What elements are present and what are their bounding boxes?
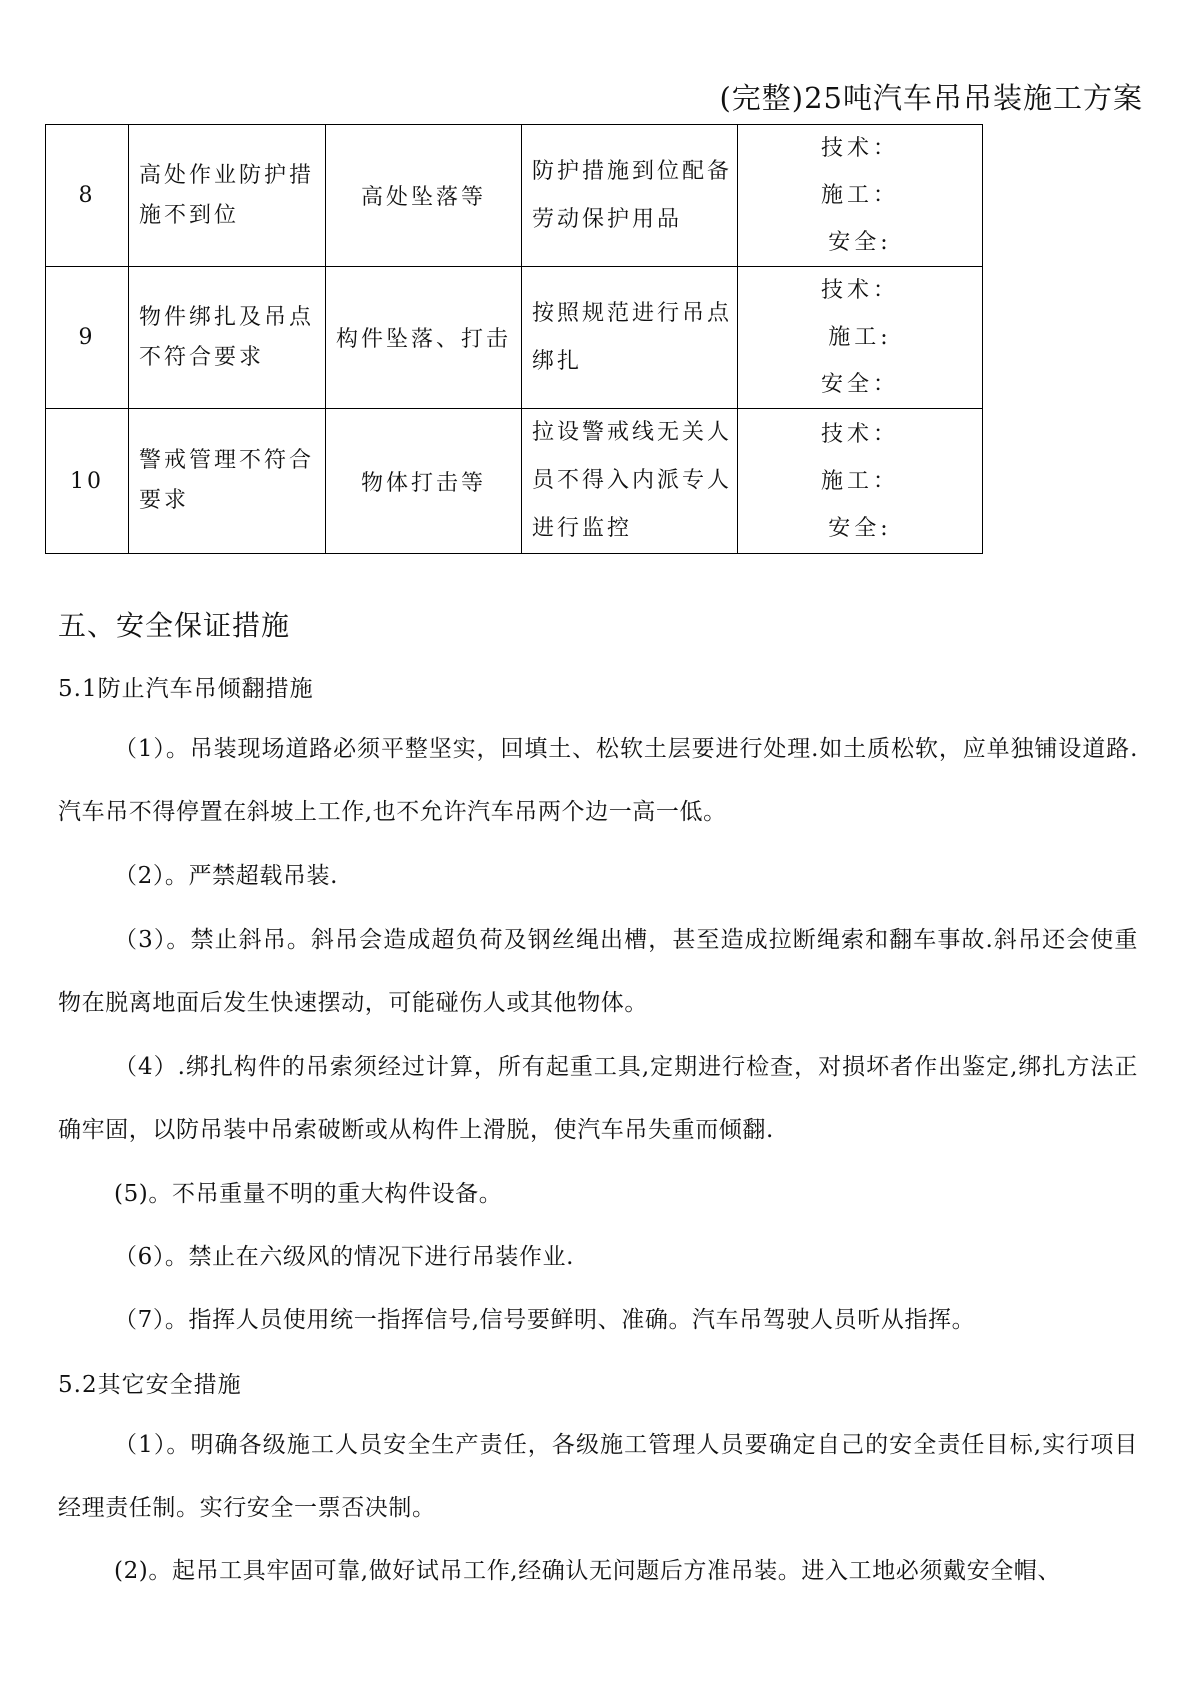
row-number: 9 [46,267,129,409]
paragraph-9: (2)。起吊工具牢固可靠,做好试吊工作,经确认无问题后方准吊装。进入工地必须戴安全帽、 [114,1558,1062,1584]
control-measure: 防护措施到位配备劳动保护用品 [522,125,738,267]
control-measure: 按照规范进行吊点绑扎 [522,267,738,409]
signature-cell [738,409,983,554]
table-row [46,125,983,267]
hazard: 构件坠落、打击 [326,267,522,409]
signature-cell [738,267,983,409]
sign-construction: 施工: [828,325,892,350]
document-header-title: (完整)25吨汽车吊吊装施工方案 [719,81,1143,115]
row-number: 8 [46,125,129,267]
table-row [46,409,983,554]
sign-construction: 施工： [820,468,899,494]
risk-item: 物件绑扎及吊点不符合要求 [129,267,326,409]
paragraph-5: (5)。不吊重量不明的重大构件设备。 [114,1181,503,1207]
control-measure: 拉设警戒线无关人员不得入内派专人进行监控 [522,409,738,554]
paragraph-2: （2）。严禁超载吊装. [114,863,339,889]
signature-cell [738,125,983,267]
paragraph-4: （4）.绑扎构件的吊索须经过计算，所有起重工具,定期进行检查，对损坏者作出鉴定,绑扎方法正确牢固，以防吊装中吊索破断或从构件上滑脱，使汽车吊失重而倾翻. [58,1054,1138,1143]
row-number: 10 [46,409,129,554]
paragraph-1: （1）。吊装现场道路必须平整坚实，回填土、松软土层要进行处理.如土质松软，应单独铺设道路.汽车吊不得停置在斜坡上工作,也不允许汽车吊两个边一高一低。 [58,736,1138,825]
paragraph-3: （3）。禁止斜吊。斜吊会造成超负荷及钢丝绳出槽，甚至造成拉断绳索和翻车事故.斜吊还会使重物在脱离地面后发生快速摆动，可能碰伤人或其他物体。 [58,927,1138,1016]
sign-technical: 技术： [820,136,899,161]
sign-technical: 技术： [820,421,899,447]
risk-item: 警戒管理不符合要求 [129,409,326,554]
hazard: 高处坠落等 [326,125,522,267]
subsection-heading-5-1: 5.1防止汽车吊倾翻措施 [58,676,314,702]
paragraph-6: （6）。禁止在六级风的情况下进行吊装作业. [114,1244,575,1270]
sign-technical: 技术： [820,278,899,303]
sign-safety: 安全: [828,230,892,255]
hazard: 物体打击等 [326,409,522,554]
risk-item: 高处作业防护措施不到位 [129,125,326,267]
risk-control-table [45,124,983,554]
sign-construction: 施工： [820,183,899,208]
paragraph-8: （1）。明确各级施工人员安全生产责任，各级施工管理人员要确定自己的安全责任目标,实行项目经理责任制。实行安全一票否决制。 [58,1432,1138,1521]
sign-safety: 安全: [828,515,892,541]
subsection-heading-5-2: 5.2其它安全措施 [58,1372,242,1398]
paragraph-7: （7）。指挥人员使用统一指挥信号,信号要鲜明、准确。汽车吊驾驶人员听从指挥。 [114,1307,976,1333]
table-row [46,267,983,409]
sign-safety: 安全： [820,372,899,397]
section-heading: 五、安全保证措施 [58,609,291,642]
